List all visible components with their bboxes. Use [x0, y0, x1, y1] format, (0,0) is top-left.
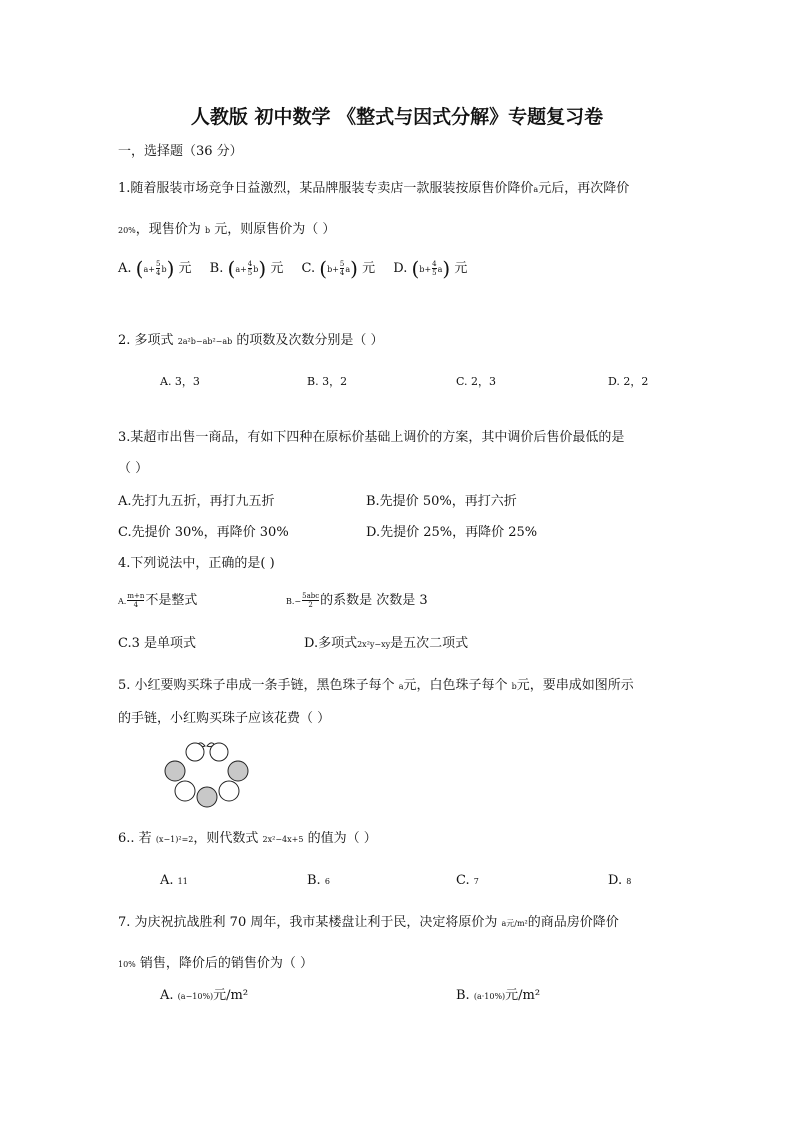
black-bead: [165, 761, 185, 781]
q6-option-c[interactable]: C. 7: [456, 873, 479, 888]
q4-stem: 4.下列说法中，正确的是( ): [118, 556, 275, 571]
q2-stem: 2. 多项式 2a²b−ab²−ab 的项数及次数分别是（ ）: [118, 333, 384, 348]
q1-line2: 20%，现售价为 b 元，则原售价为（ ）: [118, 222, 336, 237]
q6-stem: 6.. 若 (x−1)²=2，则代数式 2x²−4x+5 的值为（ ）: [118, 831, 377, 846]
q6-option-b[interactable]: B. 6: [307, 873, 330, 888]
q4-option-c[interactable]: C.3 是单项式: [118, 636, 197, 651]
q5-line2: 的手链，小红购买珠子应该花费（ ）: [118, 711, 331, 726]
white-bead: [210, 743, 228, 761]
q1-options: [118, 258, 467, 278]
q7-line2: 10% 销售，降价后的销售价为（ ）: [118, 956, 314, 971]
q1-option-a[interactable]: A. (a+ $\frac{5}{4}$ b) 元: [118, 256, 192, 280]
q6-option-d[interactable]: D. 8: [608, 873, 632, 888]
q7-option-a[interactable]: A. (a−10%)元/m²: [160, 988, 249, 1003]
q3-option-b[interactable]: B.先提价 50%，再打六折: [366, 494, 517, 509]
q2-option-a[interactable]: A. 3，3: [160, 375, 200, 388]
q4-option-a[interactable]: A. $\frac{m+n}{4}$ 不是整式: [118, 592, 198, 609]
q4-option-d[interactable]: D.多项式2x²y−xy是五次二项式: [304, 636, 469, 651]
white-bead: [219, 781, 239, 801]
q1-option-c[interactable]: C. (b+ $\frac{5}{4}$ a) 元: [301, 256, 376, 280]
q3-paren: （ ）: [118, 461, 149, 476]
q3-option-a[interactable]: A.先打九五折，再打九五折: [118, 494, 275, 509]
q7-option-b[interactable]: B. (a·10%)元/m²: [456, 988, 541, 1003]
white-bead: [186, 743, 204, 761]
q1-option-d[interactable]: D. (b+ $\frac{4}{5}$ a) 元: [393, 256, 468, 280]
q3-option-c[interactable]: C.先提价 30%，再降价 30%: [118, 525, 289, 540]
q2-option-d[interactable]: D. 2，2: [608, 375, 649, 388]
black-bead: [197, 787, 217, 807]
section-heading: 一，选择题（36 分）: [118, 144, 243, 159]
q6-option-a[interactable]: A. 11: [160, 873, 188, 888]
page-title: 人教版 初中数学 《整式与因式分解》专题复习卷: [190, 106, 604, 128]
q2-option-c[interactable]: C. 2，3: [456, 375, 497, 388]
q7-line1: 7. 为庆祝抗战胜利 70 周年，我市某楼盘让利于民，决定将原价为 a元/m²的商品房价降价: [118, 915, 619, 930]
bracelet-figure: [158, 738, 258, 808]
q1-option-b[interactable]: B. (a+ $\frac{4}{5}$ b) 元: [209, 256, 284, 280]
q2-option-b[interactable]: B. 3，2: [307, 375, 348, 388]
q3-option-d[interactable]: D.先提价 25%，再降价 25%: [366, 525, 538, 540]
q3-stem: 3.某超市出售一商品，有如下四种在原标价基础上调价的方案，其中调价后售价最低的是: [118, 430, 625, 445]
q1-line1: 1.随着服装市场竞争日益激烈，某品牌服装专卖店一款服装按原售价降价a元后，再次降价: [118, 181, 630, 196]
white-bead: [175, 781, 195, 801]
black-bead: [228, 761, 248, 781]
q4-option-b[interactable]: B.− $\frac{\text{5abc}}{2}$ 的系数是 次数是 3: [286, 592, 428, 609]
q5-line1: 5. 小红要购买珠子串成一条手链，黑色珠子每个 a元，白色珠子每个 b元，要串成如图所示: [118, 678, 634, 693]
